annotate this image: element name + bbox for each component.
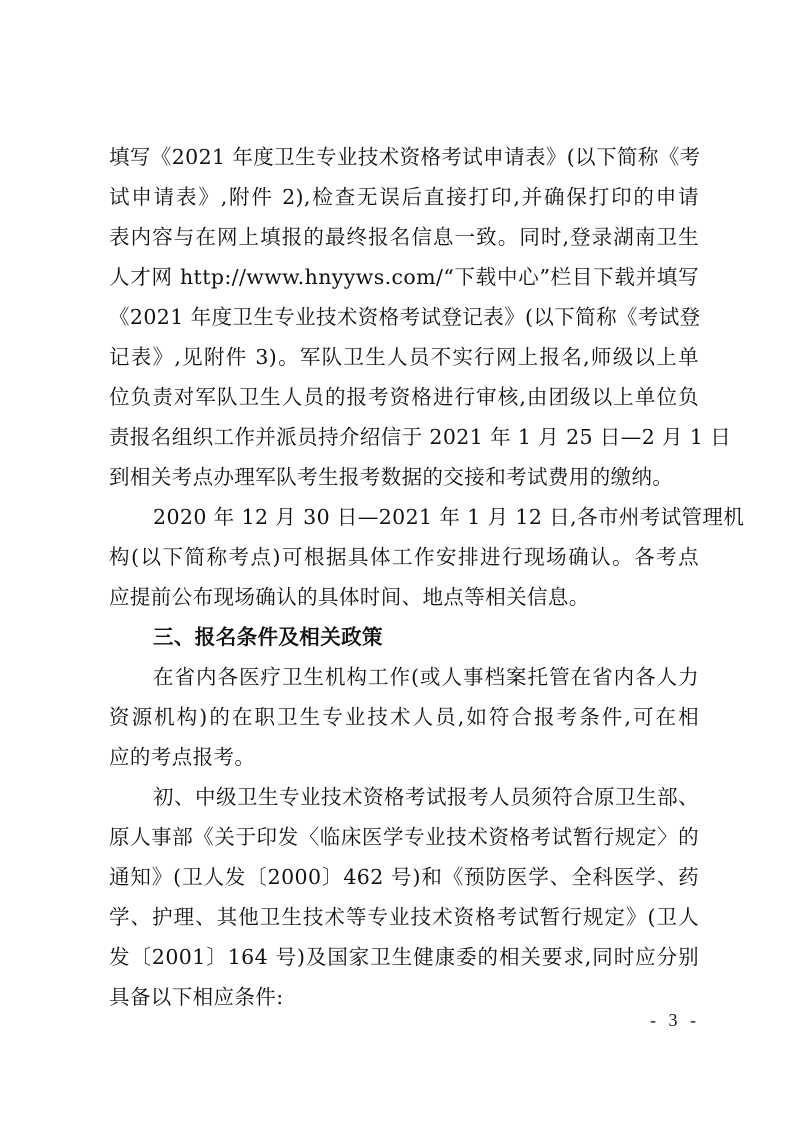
body-line: 试申请表》,附件 2),检查无误后直接打印,并确保打印的申请 [109,185,699,209]
body-line: 人才网 http://www.hnyyws.com/“下载中心”栏目下载并填写 [109,265,699,289]
body-line: 填写《2021 年度卫生专业技术资格考试申请表》(以下简称《考 [109,145,701,169]
body-line: 应提前公布现场确认的具体时间、地点等相关信息。 [109,585,590,609]
body-line: 责报名组织工作并派员持介绍信于 2021 年 1 月 25 日—2 月 1 日 [109,425,732,449]
body-line: 应的考点报考。 [109,745,256,769]
body-line: 到相关考点办理军队考生报考数据的交接和考试费用的缴纳。 [109,465,674,489]
paragraph-first-line: 初、中级卫生专业技术资格考试报考人员须符合原卫生部、 [153,785,699,809]
body-line: 资源机构)的在职卫生专业技术人员,如符合报考条件,可在相 [109,705,699,729]
body-line: 学、护理、其他卫生技术等专业技术资格考试暂行规定》(卫人 [109,905,699,929]
body-line: 通知》(卫人发〔2000〕462 号)和《预防医学、全科医学、药 [109,865,699,889]
body-line: 记表》,见附件 3)。军队卫生人员不实行网上报名,师级以上单 [109,345,699,369]
page-number: - 3 - [650,1010,700,1030]
section-heading: 三、报名条件及相关政策 [153,625,383,649]
body-line: 具备以下相应条件: [109,985,284,1009]
body-line: 位负责对军队卫生人员的报考资格进行审核,由团级以上单位负 [109,385,699,409]
body-line: 表内容与在网上填报的最终报名信息一致。同时,登录湖南卫生 [109,225,699,249]
body-line: 原人事部《关于印发〈临床医学专业技术资格考试暂行规定〉的 [109,825,699,849]
body-line: 发〔2001〕164 号)及国家卫生健康委的相关要求,同时应分别 [109,945,699,969]
body-line: 构(以下简称考点)可根据具体工作安排进行现场确认。各考点 [109,545,699,569]
paragraph-first-line: 2020 年 12 月 30 日—2021 年 1 月 12 日,各市州考试管理机 [153,505,745,529]
body-line: 《2021 年度卫生专业技术资格考试登记表》(以下简称《考试登 [109,305,701,329]
paragraph-first-line: 在省内各医疗卫生机构工作(或人事档案托管在省内各人力 [153,665,699,689]
